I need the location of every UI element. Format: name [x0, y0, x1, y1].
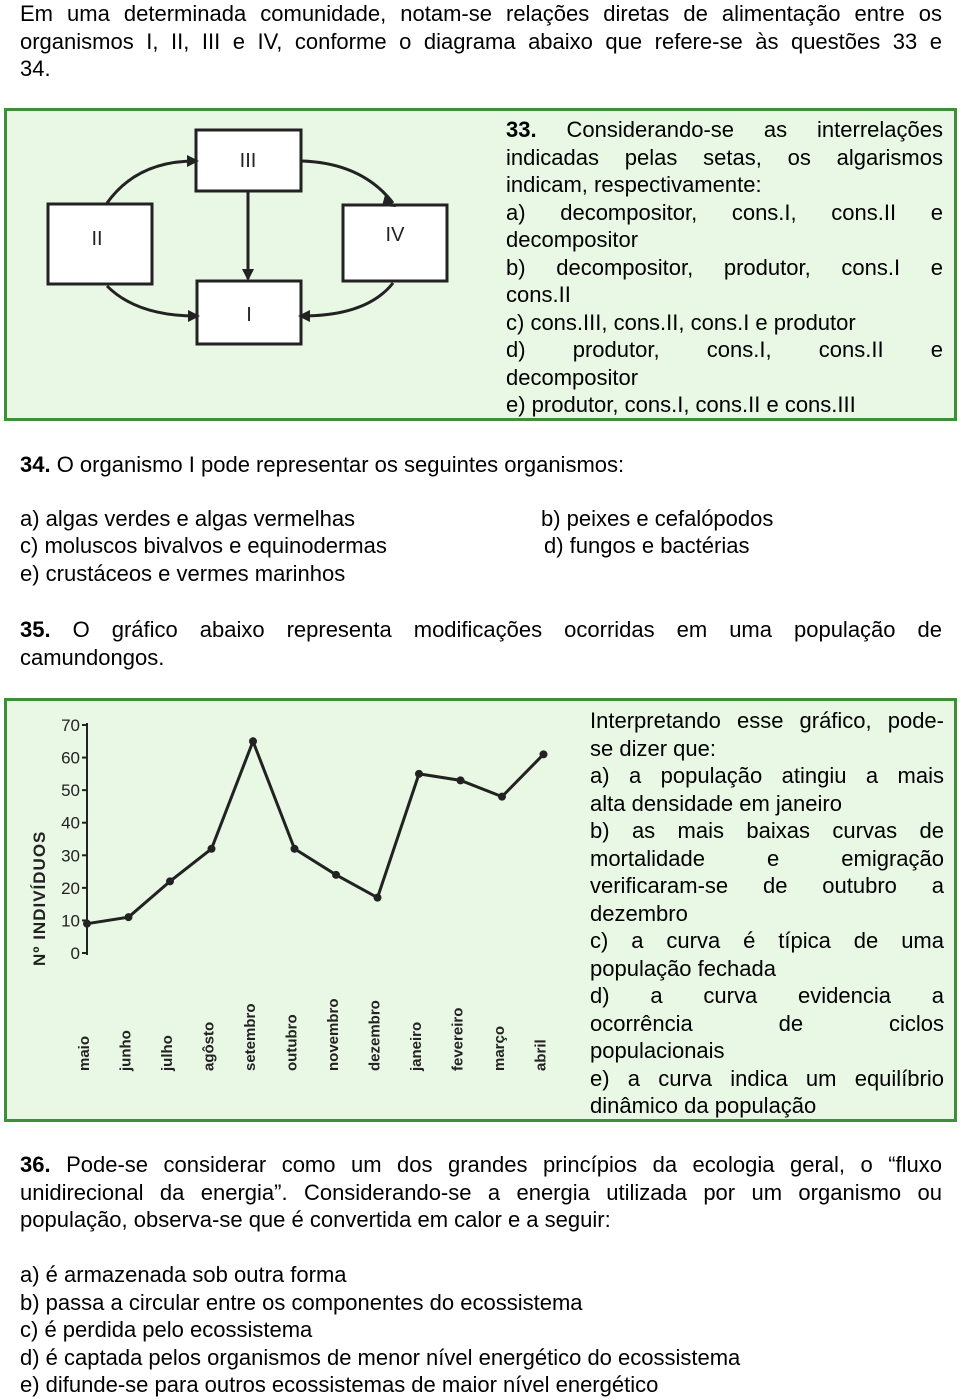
q36-line-3: população, observa-se que é convertida em calor e a seguir: — [20, 1207, 611, 1232]
question-36 — [20, 1151, 942, 1234]
x-tick-label-setembro: setembro — [242, 1003, 259, 1071]
q35-option-b-cont2: verificaram-se de outubro a — [590, 873, 944, 898]
y-tick-label: 20 — [61, 878, 80, 898]
data-point-novembro — [332, 871, 340, 879]
q35-option-e[interactable]: e) a curva indica um equilíbrio — [590, 1065, 944, 1091]
y-tick-label: 10 — [61, 911, 80, 931]
q36-option-d[interactable]: d) é captada pelos organismos de menor nível energético do ecossistema — [20, 1344, 741, 1370]
y-axis-label: Nº INDIVÍDUOS — [30, 830, 49, 966]
intro-line-1: Em uma determinada comunidade, notam-se relações diretas de alimentação entre os — [20, 1, 942, 26]
q33-line-2: indicam, respectivamente: — [506, 172, 762, 197]
data-point-junho — [125, 913, 133, 921]
question-33-text — [506, 116, 943, 419]
data-point-março — [498, 793, 506, 801]
q35-number: 35. — [20, 617, 51, 642]
x-tick-label-março: março — [491, 1025, 508, 1071]
q35-option-d[interactable]: d) a curva evidencia a — [590, 983, 944, 1008]
arrow-IV-to-I — [302, 283, 393, 316]
question-35 — [20, 616, 942, 671]
q35-option-d-cont1: ocorrência de ciclos — [590, 1010, 944, 1036]
question-35-text — [590, 707, 944, 1120]
population-line-chart — [7, 701, 572, 1119]
x-tick-label-julho: julho — [159, 1035, 176, 1071]
data-point-setembro — [249, 737, 257, 745]
q33-option-c[interactable]: c) cons.III, cons.II, cons.I e produtor — [506, 309, 856, 335]
q34-option-d[interactable]: d) fungos e bactérias — [544, 533, 750, 558]
label-II: II — [91, 228, 103, 250]
q33-option-e[interactable]: e) produtor, cons.I, cons.II e cons.III — [506, 392, 856, 417]
q33-option-a-cont: decompositor — [506, 227, 639, 252]
q35-text-0: Interpretando esse gráfico, pode- — [590, 708, 944, 733]
arrow-II-to-III — [107, 161, 195, 203]
q33-line-0: Considerando-se as interrelações — [566, 117, 943, 142]
x-tick-label-agôsto: agôsto — [200, 1021, 218, 1071]
q35-option-e-cont: dinâmico da população — [590, 1093, 817, 1118]
x-tick-label-junho: junho — [117, 1030, 135, 1071]
question-34 — [20, 451, 942, 479]
food-web-diagram — [7, 111, 477, 421]
y-tick-label: 50 — [61, 781, 80, 801]
question-35-panel — [4, 698, 957, 1122]
q36-line-1: Pode-se considerar como um dos grandes princípios da ecologia geral, o “fluxo — [50, 1152, 942, 1177]
q34-stem: O organismo I pode representar os seguintes organismos: — [50, 452, 625, 477]
q33-line-1: indicadas pelas setas, os algarismos — [506, 144, 943, 170]
q33-number: 33. — [506, 117, 537, 142]
q34-option-c[interactable]: c) moluscos bivalvos e equinodermas — [20, 533, 387, 558]
q34-option-b[interactable]: b) peixes e cefalópodos — [541, 506, 774, 531]
q34-number: 34. — [20, 452, 51, 477]
data-point-julho — [166, 877, 174, 885]
q35-option-b[interactable]: b) as mais baixas curvas de — [590, 818, 944, 843]
q35-line-1: O gráfico abaixo representa modificações ocorridas em uma população de — [50, 617, 942, 642]
q35-option-a-cont: alta densidade em janeiro — [590, 790, 842, 816]
intro-line-2: organismos I, II, III e IV, conforme o diagrama abaixo que refere-se às questões 33 e — [20, 28, 942, 54]
y-tick-label: 40 — [61, 813, 80, 833]
arrow-II-to-I — [107, 286, 196, 316]
q33-option-d[interactable]: d) produtor, cons.I, cons.II e — [506, 337, 943, 362]
label-III: III — [239, 150, 257, 172]
q36-option-b[interactable]: b) passa a circular entre os componentes do ecossistema — [20, 1289, 583, 1315]
question-33-panel — [4, 108, 957, 421]
data-point-maio — [83, 920, 91, 928]
intro-line-3: 34. — [20, 56, 51, 81]
x-tick-label-janeiro: janeiro — [408, 1021, 425, 1071]
q36-line-2: unidirecional da energia”. Considerando-se a energia utilizada por um organismo ou — [20, 1179, 942, 1205]
q35-option-c[interactable]: c) a curva é típica de uma — [590, 928, 944, 953]
q35-option-c-cont: população fechada — [590, 955, 776, 981]
q36-number: 36. — [20, 1152, 51, 1177]
y-tick-label: 30 — [61, 846, 80, 866]
data-point-agôsto — [208, 845, 216, 853]
data-point-dezembro — [374, 894, 382, 902]
x-tick-label-abril: abril — [532, 1039, 550, 1071]
q35-option-d-cont2: populacionais — [590, 1038, 725, 1063]
x-tick-label-maio: maio — [76, 1035, 93, 1071]
q36-option-c[interactable]: c) é perdida pelo ecossistema — [20, 1317, 313, 1342]
q34-option-a[interactable]: a) algas verdes e algas vermelhas — [20, 506, 356, 531]
q33-option-a[interactable]: a) decompositor, cons.I, cons.II e — [506, 199, 943, 225]
x-tick-label-outubro: outubro — [283, 1014, 301, 1071]
data-point-janeiro — [415, 770, 423, 778]
x-tick-label-novembro: novembro — [325, 998, 342, 1071]
y-tick-label: 70 — [61, 716, 80, 735]
q35-option-b-cont3: dezembro — [590, 900, 688, 926]
x-tick-label-dezembro: dezembro — [366, 1000, 384, 1071]
q35-option-a[interactable]: a) a população atingiu a mais — [590, 763, 944, 788]
data-point-fevereiro — [457, 776, 465, 784]
q33-option-b-cont: cons.II — [506, 282, 571, 307]
label-I: I — [246, 304, 252, 326]
q34-option-e[interactable]: e) crustáceos e vermes marinhos — [20, 561, 346, 586]
label-IV: IV — [385, 224, 405, 246]
q35-line-2: camundongos. — [20, 644, 165, 670]
data-point-outubro — [291, 845, 299, 853]
q36-option-a[interactable]: a) é armazenada sob outra forma — [20, 1262, 347, 1287]
population-series-line — [87, 741, 544, 923]
data-point-abril — [540, 750, 548, 758]
q33-option-b[interactable]: b) decompositor, produtor, cons.I e — [506, 254, 943, 280]
q33-option-d-cont: decompositor — [506, 364, 639, 390]
q36-options — [20, 1261, 942, 1399]
y-tick-label: 60 — [61, 748, 80, 768]
y-tick-label: 0 — [70, 944, 80, 963]
x-tick-label-fevereiro: fevereiro — [449, 1007, 467, 1071]
q35-option-b-cont1: mortalidade e emigração — [590, 845, 944, 871]
intro-paragraph — [20, 0, 942, 83]
arrow-III-to-IV — [302, 161, 393, 203]
q36-option-e[interactable]: e) difunde-se para outros ecossistemas de maior nível energético — [20, 1372, 659, 1397]
q35-text-1: se dizer que: — [590, 735, 716, 761]
